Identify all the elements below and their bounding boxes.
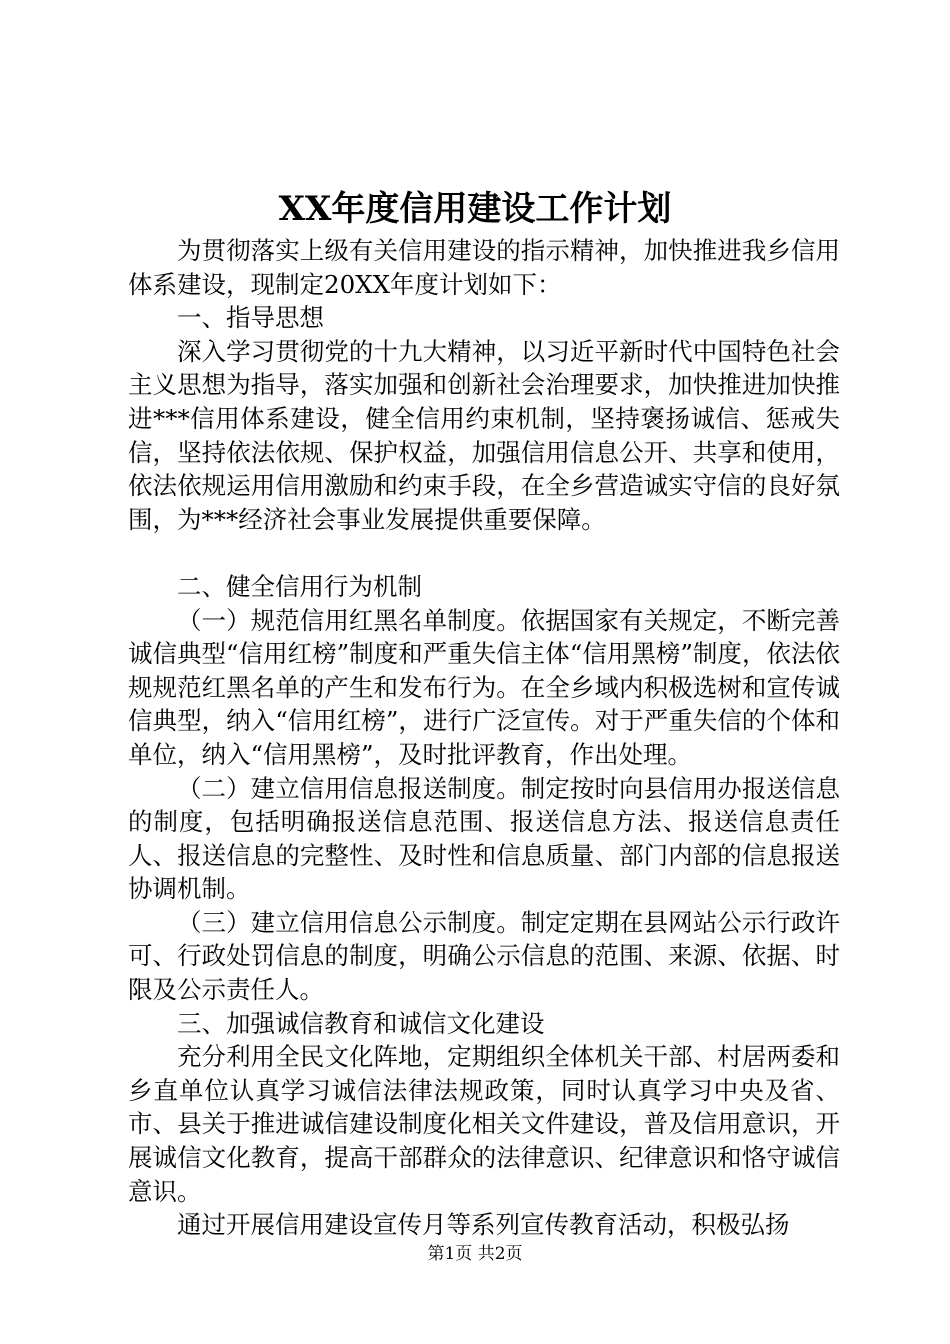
paragraph-education: 充分利用全民文化阵地，定期组织全体机关干部、村居两委和乡直单位认真学习诚信法律法规政策，同时认真学习中央及省、市、县关于推进诚信建设制度化相关文件建设，普及信用意识，开展诚信文化教育，提高干部群众的法律意识、纪律意识和恪守诚信意识。 xyxy=(128,1042,840,1206)
paragraph-intro: 为贯彻落实上级有关信用建设的指示精神，加快推进我乡信用体系建设，现制定20XX年度计划如下： xyxy=(128,236,840,299)
document-body xyxy=(128,234,840,1242)
paragraph-publicity: 通过开展信用建设宣传月等系列宣传教育活动，积极弘扬 xyxy=(177,1210,790,1240)
section-heading-2: 二、健全信用行为机制 xyxy=(177,571,422,601)
section-heading-1: 一、指导思想 xyxy=(177,303,324,333)
paragraph-item-3: （三）建立信用信息公示制度。制定定期在县网站公示行政许可、行政处罚信息的制度，明确公示信息的范围、来源、依据、时限及公示责任人。 xyxy=(128,907,840,1005)
section-heading-3: 三、加强诚信教育和诚信文化建设 xyxy=(177,1008,545,1038)
document-title: XX年度信用建设工作计划 xyxy=(278,189,672,229)
paragraph-item-2: （二）建立信用信息报送制度。制定按时向县信用办报送信息的制度，包括明确报送信息范围、报送信息方法、报送信息责任人、报送信息的完整性、及时性和信息质量、部门内部的信息报送协调机制。 xyxy=(128,773,840,904)
blank-line xyxy=(128,536,840,570)
page-number: 第1页 共2页 xyxy=(427,1244,523,1264)
paragraph-guiding-ideology: 深入学习贯彻党的十九大精神，以习近平新时代中国特色社会主义思想为指导，落实加强和创新社会治理要求，加快推进加快推进***信用体系建设，健全信用约束机制，坚持褒扬诚信、惩戒失信，坚持依法依规、保护权益，加强信用信息公开、共享和使用，依法依规运用信用激励和约束手段，在全乡营造诚实守信的良好氛围，为***经济社会事业发展提供重要保障。 xyxy=(128,336,840,534)
paragraph-item-1: （一）规范信用红黑名单制度。依据国家有关规定，不断完善诚信典型“信用红榜”制度和严重失信主体“信用黑榜”制度，依法依规规范红黑名单的产生和发布行为。在全乡域内积极选树和宣传诚信典型，纳入“信用红榜”，进行广泛宣传。对于严重失信的个体和单位，纳入“信用黑榜”，及时批评教育，作出处理。 xyxy=(128,605,840,769)
